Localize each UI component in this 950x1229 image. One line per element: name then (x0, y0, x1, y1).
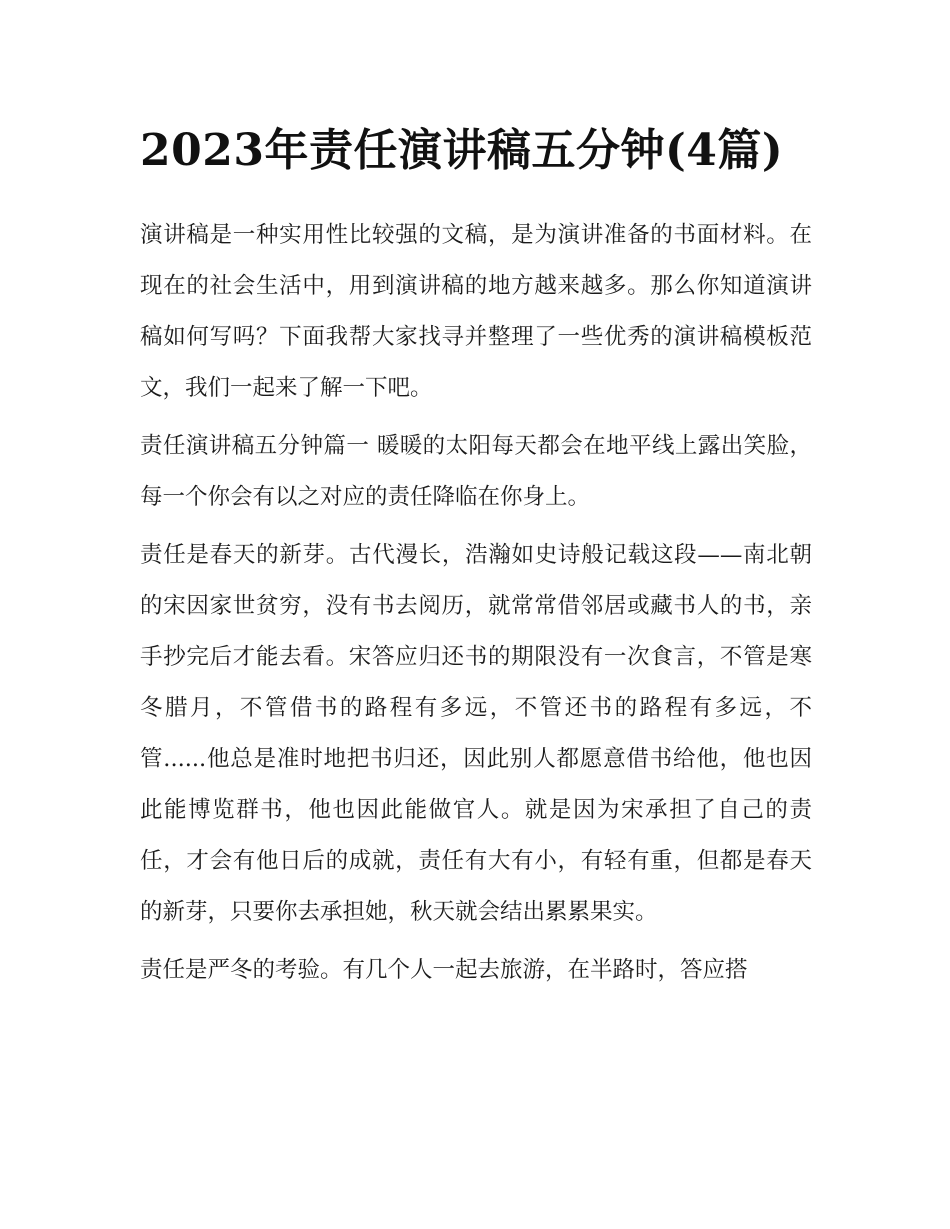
paragraph-spring-sprout: 责任是春天的新芽。古代漫长，浩瀚如史诗般记载这段——南北朝的宋因家世贫穷，没有书去阅历，就常常借邻居或藏书人的书，亲手抄完后才能去看。宋答应归还书的期限没有一次食言，不管是寒冬腊月，不管借书的路程有多远，不管还书的路程有多远，不管......他总是准时地把书归还，因此别人都愿意借书给他，他也因此能博览群书，他也因此能做官人。就是因为宋承担了自己的责任，才会有他日后的成就，责任有大有小，有轻有重，但都是春天的新芽，只要你去承担她，秋天就会结出累累果实。 (140, 542, 812, 925)
paragraph-winter-test: 责任是严冬的考验。有几个人一起去旅游，在半路时，答应搭 (140, 957, 748, 983)
paragraph-speech-one-opening: 责任演讲稿五分钟篇一 暖暖的太阳每天都会在地平线上露出笑脸，每一个你会有以之对应的责任降临在你身上。 (140, 433, 812, 510)
document-title: 2023年责任演讲稿五分钟(4篇) (140, 125, 784, 176)
document-body (140, 118, 812, 1003)
paragraph-intro: 演讲稿是一种实用性比较强的文稿，是为演讲准备的书面材料。在现在的社会生活中，用到演讲稿的地方越来越多。那么你知道演讲稿如何写吗？下面我帮大家找寻并整理了一些优秀的演讲稿模板范文，我们一起来了解一下吧。 (140, 222, 812, 401)
